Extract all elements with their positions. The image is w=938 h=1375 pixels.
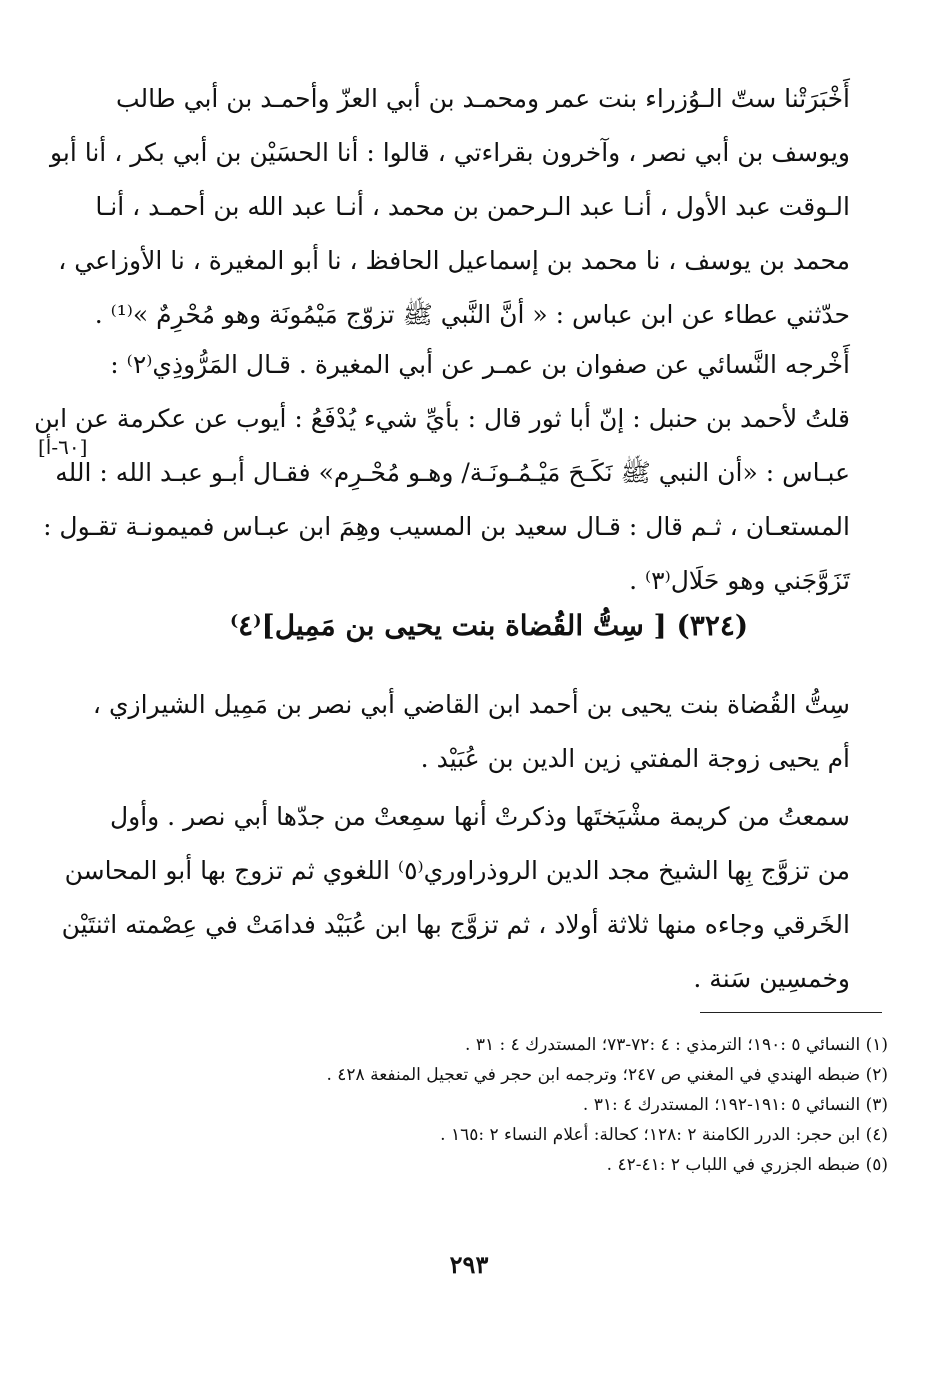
footnote: (٢) ضبطه الهندي في المغني ص ٢٤٧؛ وترجمه ابن حجر في تعجيل المنفعة ٤٢٨ . [326, 1065, 888, 1085]
text-line: تَزَوَّجَني وهو حَلَال⁽٣⁾ . [629, 566, 850, 595]
text-line: الـوقت عبد الأول ، أنـا عبد الـرحمن بن محمد ، أنـا عبد الله بن أحمـد ، أنـا [95, 192, 850, 221]
page-number: ٢٩٣ [449, 1250, 489, 1279]
entry-heading: (٣٢٤) [ سِتُّ القُضاة بنت يحيى بن مَمِيل]⁽٤⁾ [229, 609, 749, 642]
text-line: حدّثني عطاء عن ابن عباس : « أنَّ النَّبي ﷺ تزوّج مَيْمُونَة وهو مُحْرِمٌ »⁽¹⁾ . [94, 300, 850, 329]
text-line: ويوسف بن أبي نصر ، وآخرون بقراءتي ، قالوا : أنا الحسَيْن بن أبي بكر ، أنا أبو [49, 138, 850, 167]
text-line: قلتُ لأحمد بن حنبل : إنّ أبا ثور قال : بأيِّ شيء يُدْفَعُ : أيوب عن عكرمة عن ابن [34, 404, 850, 433]
footnote-divider [700, 1012, 882, 1013]
paragraph-hadith-isnad [49, 72, 850, 342]
footnote: (٤) ابن حجر: الدرر الكامنة ٢ :١٢٨؛ كحالة: أعلام النساء ٢ :١٦٥ . [440, 1125, 888, 1145]
text-line: أم يحيى زوجة المفتي زين الدين بن عُبَيْد . [420, 744, 850, 773]
text-line: المستعـان ، ثـم قال : قـال سعيد بن المسيب وهِمَ ابن عبـاس فميمونـة تقـول : [43, 512, 850, 541]
paragraph-biography-details [61, 790, 850, 1006]
footnote: (٣) النسائي ٥ :١٩١-١٩٢؛ المستدرك ٤ :٣١ . [582, 1095, 888, 1115]
text-line: سمعتُ من كريمة مشْيَختَها وذكرتْ أنها سمِعتْ من جدّها أبي نصر . وأول [109, 802, 850, 831]
text-line: من تزوَّج بِها الشيخ مجد الدين الروذراوري⁽٥⁾ اللغوي ثم تزوج بها أبو المحاسن [64, 856, 850, 885]
footnote: (١) النسائي ٥ :١٩٠؛ الترمذي : ٤ :٧٢-٧٣؛ المستدرك ٤ : ٣١ . [465, 1035, 888, 1055]
text-line: محمد بن يوسف ، نا محمد بن إسماعيل الحافظ ، نا أبو المغيرة ، نا الأوزاعي ، [58, 246, 850, 275]
manuscript-folio-marker: [٦٠-أ] [38, 435, 88, 459]
footnotes [326, 1030, 888, 1180]
text-line: أَخْبَرَتْنا ستّ الـوُزراء بنت عمر ومحمـد بن أبي العزّ وأحمـد بن أبي طالب [115, 84, 850, 113]
text-line: عبـاس : «أن النبي ﷺ نَكَـحَ مَيْـمُـونَـة/ وهـو مُحْـرِم» فقـال أبـو عبـد الله : الله [55, 458, 850, 487]
text-line: الخَرقي وجاءه منها ثلاثة أولاد ، ثم تزوَّج بها ابن عُبَيْد فدامَتْ في عِصْمته اثنتَيْن [61, 910, 850, 939]
text-line: وخمسِين سَنة . [693, 964, 850, 993]
footnote: (٥) ضبطه الجزري في اللباب ٢ :٤١-٤٢ . [606, 1155, 888, 1175]
text-line: أَخْرجه النَّسائي عن صفوان بن عمـر عن أبي المغيرة . قـال المَرُّوذِي⁽٢⁾ : [110, 350, 850, 379]
paragraph-biography [92, 678, 850, 786]
text-line: سِتُّ القُضاة بنت يحيى بن أحمد ابن القاضي أبي نصر بن مَمِيل الشيرازي ، [92, 690, 850, 719]
